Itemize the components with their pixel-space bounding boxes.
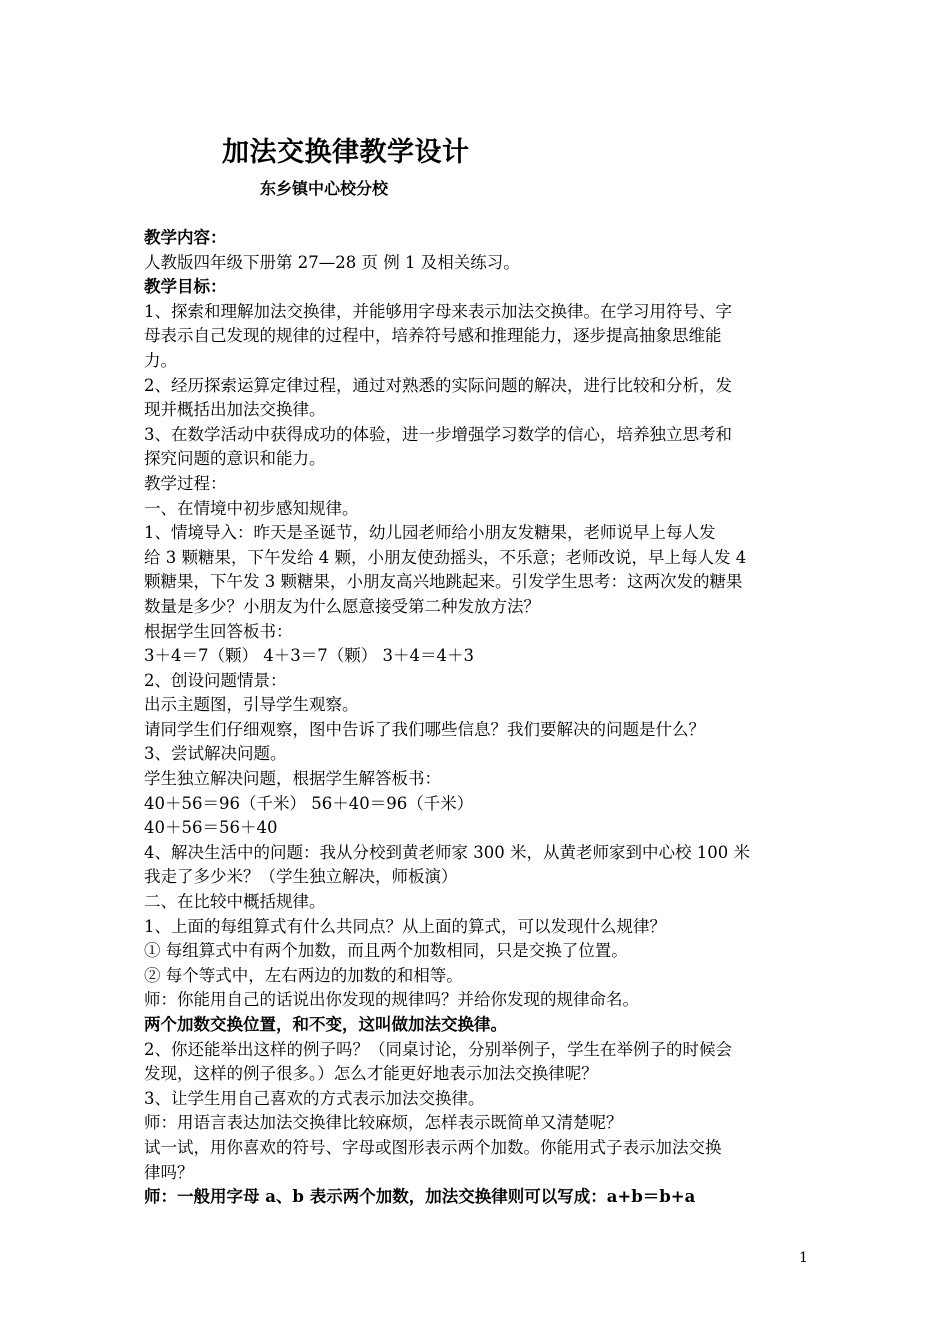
text-line: 出示主题图，引导学生观察。 [144,695,359,715]
text-line: 1、情境导入：昨天是圣诞节，幼儿园老师给小朋友发糖果，老师说早上每人发 [144,523,716,543]
text-line: 现并概括出加法交换律。 [144,400,326,420]
text-line: 我走了多少米？（学生独立解决，师板演） [144,867,458,887]
text-line: 1、探索和理解加法交换律，并能够用字母来表示加法交换律。在学习用符号、字 [144,301,732,321]
text-line: 40＋56＝96（千米） 56＋40＝96（千米） [144,793,474,813]
text-line: 师：用语言表达加法交换律比较麻烦，怎样表示既简单又清楚呢？ [144,1113,623,1133]
text-line: 1、上面的每组算式有什么共同点？从上面的算式，可以发现什么规律？ [144,916,666,936]
text-line: ① 每组算式中有两个加数，而且两个加数相同，只是交换了位置。 [144,941,628,961]
text-line: 3、尝试解决问题。 [144,744,287,764]
text-line: 师：一般用字母 a、b 表示两个加数，加法交换律则可以写成：a+b＝b+a [144,1187,696,1207]
text-line: 2、你还能举出这样的例子吗？（同桌讨论，分别举例子，学生在举例子的时候会 [144,1039,732,1059]
text-line: 母表示自己发现的规律的过程中，培养符号感和推理能力，逐步提高抽象思维能 [144,326,722,346]
text-line: 3、在数学活动中获得成功的体验，进一步增强学习数学的信心，培养独立思考和 [144,424,732,444]
document-body [144,226,812,1210]
text-line: 一、在情境中初步感知规律。 [144,498,359,518]
page-title: 加法交换律教学设计 [222,137,470,168]
text-line: 二、在比较中概括规律。 [144,892,326,912]
text-line: 根据学生回答板书： [144,621,293,641]
text-line: 颗糖果，下午发 3 颗糖果，小朋友高兴地跳起来。引发学生思考：这两次发的糖果 [144,572,743,592]
text-line: 学生独立解决问题，根据学生解答板书： [144,769,441,789]
text-line: 力。 [144,350,177,370]
text-line: ② 每个等式中，左右两边的加数的和相等。 [144,965,463,985]
text-line: 4、解决生活中的问题：我从分校到黄老师家 300 米，从黄老师家到中心校 100 米 [144,842,750,862]
page-subtitle: 东乡镇中心校分校 [260,179,389,198]
page-number: 1 [799,1250,808,1266]
text-line: 2、创设问题情景： [144,670,287,690]
text-line: 教学过程： [144,473,227,493]
text-line: 数量是多少？小朋友为什么愿意接受第二种发放方法？ [144,596,540,616]
text-line: 人教版四年级下册第 27—28 页 例 1 及相关练习。 [144,252,520,272]
text-line: 律吗？ [144,1162,194,1182]
text-line: 探究问题的意识和能力。 [144,449,326,469]
text-line: 发现，这样的例子很多。）怎么才能更好地表示加法交换律呢？ [144,1064,598,1084]
text-line: 3、让学生用自己喜欢的方式表示加法交换律。 [144,1088,485,1108]
text-line: 请同学生们仔细观察，图中告诉了我们哪些信息？我们要解决的问题是什么？ [144,719,705,739]
text-line: 给 3 颗糖果，下午发给 4 颗，小朋友使劲摇头，不乐意；老师改说，早上每人发 4 [144,547,747,567]
text-line: 教学内容： [144,228,227,247]
text-line: 40＋56＝56＋40 [144,818,278,838]
text-line: 两个加数交换位置，和不变，这叫做加法交换律。 [144,1015,507,1034]
text-line: 试一试，用你喜欢的符号、字母或图形表示两个加数。你能用式子表示加法交换 [144,1137,722,1157]
text-line: 2、经历探索运算定律过程，通过对熟悉的实际问题的解决，进行比较和分析，发 [144,375,732,395]
text-line: 教学目标： [144,277,227,297]
text-line: 3＋4＝7（颗） 4＋3＝7（颗） 3＋4＝4＋3 [144,646,474,666]
text-line: 师：你能用自己的话说出你发现的规律吗？并给你发现的规律命名。 [144,990,639,1010]
